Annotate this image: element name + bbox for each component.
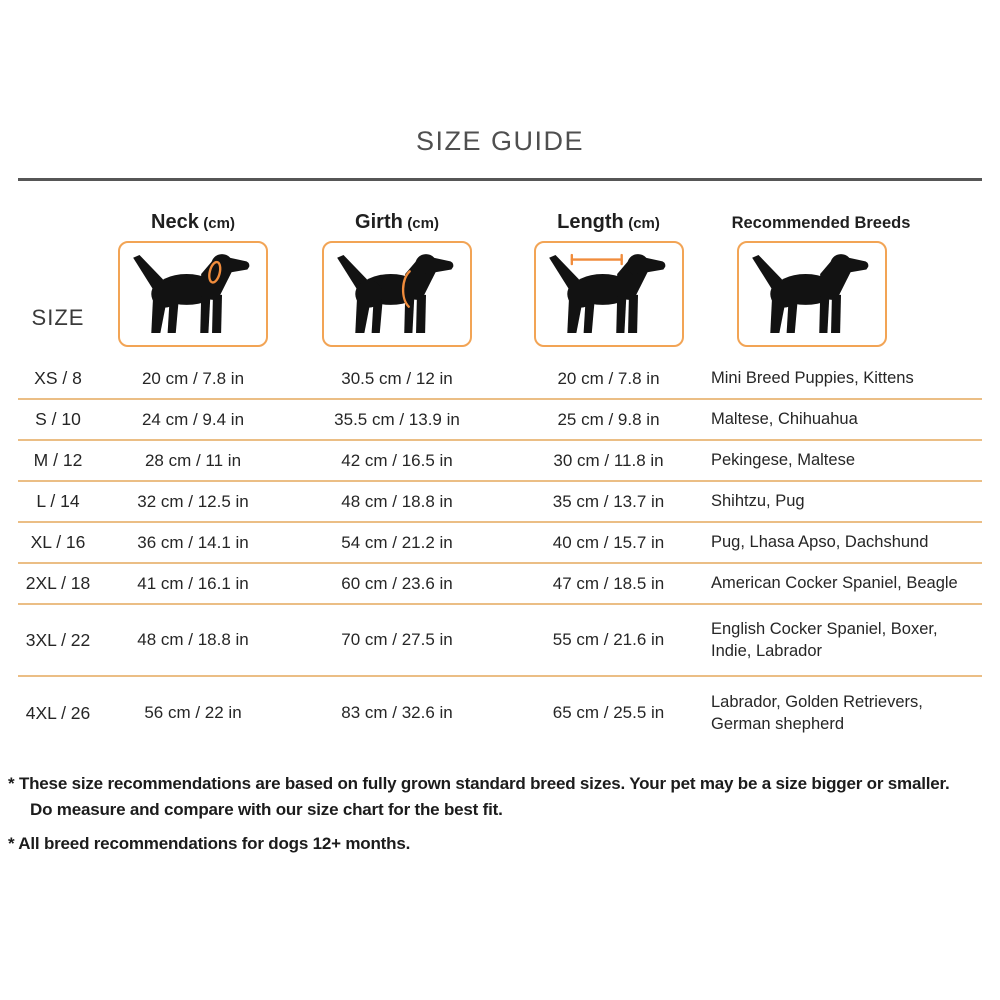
neck-cell: 24 cm / 9.4 in [141, 409, 245, 429]
column-unit: (cm) [203, 215, 235, 232]
page-title: SIZE GUIDE [415, 126, 585, 156]
pictogram-row [18, 239, 982, 347]
breeds-cell: American Cocker Spaniel, Beagle [711, 574, 958, 593]
dog-girth-measure-icon [329, 248, 465, 340]
neck-cell: 20 cm / 7.8 in [141, 368, 245, 388]
breeds-cell: Shihtzu, Pug [711, 492, 805, 511]
column-header-length [506, 211, 711, 234]
girth-cell: 54 cm / 21.2 in [341, 532, 453, 552]
table-header [18, 181, 982, 239]
footnote-sizing: * These size recommendations are based on fully grown standard breed sizes. Your pet may be a size bigger or smaller. [8, 774, 950, 793]
table-row [18, 523, 982, 564]
neck-cell: 36 cm / 14.1 in [137, 532, 249, 552]
girth-cell: 42 cm / 16.5 in [341, 450, 453, 470]
column-header-breeds: Recommended Breeds [731, 214, 911, 233]
table-row [18, 677, 982, 749]
girth-cell: 48 cm / 18.8 in [341, 491, 453, 511]
breeds-cell: Mini Breed Puppies, Kittens [711, 369, 914, 388]
neck-cell: 48 cm / 18.8 in [137, 630, 249, 649]
table-row [18, 482, 982, 523]
breeds-cell: Pug, Lhasa Apso, Dachshund [711, 533, 929, 552]
table-row [18, 564, 982, 605]
breeds-cell: Pekingese, Maltese [711, 451, 855, 470]
size-axis-label: SIZE [31, 305, 85, 330]
column-header-neck [98, 211, 288, 234]
dog-breeds-icon [744, 248, 880, 340]
neck-cell: 56 cm / 22 in [144, 703, 242, 722]
column-label: Girth [355, 211, 403, 233]
footnotes [8, 771, 990, 857]
breeds-cell: Labrador, Golden Retrievers, German shepherd [711, 692, 923, 733]
neck-cell: 41 cm / 16.1 in [137, 573, 249, 593]
breeds-cell: Maltese, Chihuahua [711, 410, 858, 429]
length-cell: 40 cm / 15.7 in [552, 532, 665, 552]
column-header-girth [288, 211, 506, 234]
footnote-sizing-line2: Do measure and compare with our size chart for the best fit. [30, 799, 503, 819]
girth-cell: 60 cm / 23.6 in [341, 573, 453, 593]
size-cell: 4XL / 26 [25, 702, 91, 723]
size-cell: 2XL / 18 [25, 573, 91, 593]
table-row [18, 359, 982, 400]
size-cell: XS / 8 [34, 368, 82, 388]
neck-measure-box [118, 241, 268, 347]
column-label: Length [557, 211, 624, 233]
size-cell: S / 10 [35, 409, 81, 429]
dog-neck-measure-icon [125, 248, 261, 340]
column-unit: (cm) [407, 215, 439, 232]
column-unit: (cm) [628, 215, 660, 232]
girth-cell: 30.5 cm / 12 in [341, 368, 453, 388]
size-cell: M / 12 [33, 450, 83, 470]
breeds-cell: English Cocker Spaniel, Boxer, Indie, Labrador [711, 619, 938, 660]
size-cell: L / 14 [36, 491, 80, 511]
girth-cell: 70 cm / 27.5 in [341, 630, 453, 649]
girth-cell: 83 cm / 32.6 in [341, 703, 453, 722]
length-cell: 20 cm / 7.8 in [557, 368, 660, 388]
girth-measure-box [322, 241, 472, 347]
length-measure-box [534, 241, 684, 347]
neck-cell: 28 cm / 11 in [144, 450, 242, 470]
neck-cell: 32 cm / 12.5 in [137, 491, 249, 511]
size-cell: XL / 16 [30, 532, 86, 552]
length-cell: 25 cm / 9.8 in [557, 409, 660, 429]
length-cell: 35 cm / 13.7 in [552, 491, 665, 511]
table-row [18, 605, 982, 677]
breeds-box [737, 241, 887, 347]
size-table [0, 359, 1000, 749]
length-cell: 30 cm / 11.8 in [553, 450, 664, 470]
column-label: Neck [151, 211, 199, 233]
footnote-age: * All breed recommendations for dogs 12+ months. [8, 834, 411, 853]
length-cell: 65 cm / 25.5 in [552, 703, 665, 722]
length-cell: 47 cm / 18.5 in [552, 573, 665, 593]
length-cell: 55 cm / 21.6 in [552, 630, 665, 649]
size-cell: 3XL / 22 [25, 629, 91, 650]
table-row [18, 400, 982, 441]
table-row [18, 441, 982, 482]
girth-cell: 35.5 cm / 13.9 in [334, 409, 460, 429]
dog-length-measure-icon [541, 248, 677, 340]
